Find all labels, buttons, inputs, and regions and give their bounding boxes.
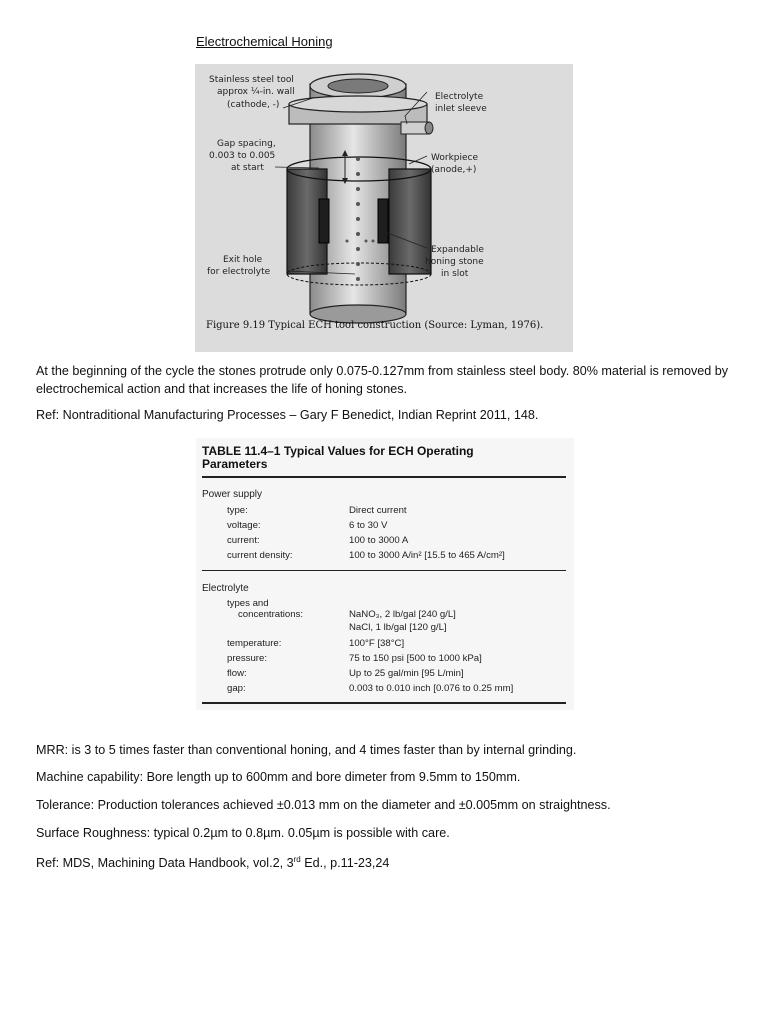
reference-2-main: Ref: MDS, Machining Data Handbook, vol.2, 3 bbox=[36, 856, 294, 871]
row-value: 6 to 30 V bbox=[349, 520, 388, 531]
row-label: current density: bbox=[227, 550, 293, 561]
table-rule-top bbox=[202, 476, 566, 478]
label-gap-2: 0.003 to 0.005 bbox=[209, 151, 276, 161]
paragraph-roughness: Surface Roughness: typical 0.2µm to 0.8µm. 0.05µm is possible with care. bbox=[36, 826, 450, 840]
label-inlet-2: inlet sleeve bbox=[435, 104, 487, 114]
row-label: voltage: bbox=[227, 520, 261, 531]
label-stone-2: honing stone bbox=[425, 257, 484, 267]
label-stone-3: in slot bbox=[441, 269, 469, 279]
label-gap-3: at start bbox=[231, 163, 264, 173]
figure-caption: Figure 9.19 Typical ECH tool construction (Source: Lyman, 1976). bbox=[206, 320, 544, 331]
row-value: 100°F [38°C] bbox=[349, 638, 405, 649]
row-value: Direct current bbox=[349, 505, 407, 516]
row-label: temperature: bbox=[227, 638, 282, 649]
label-tool-3: (cathode, -) bbox=[227, 100, 280, 110]
label-inlet-1: Electrolyte bbox=[435, 92, 484, 102]
table-title-line2: Parameters bbox=[202, 457, 268, 471]
row-value: Up to 25 gal/min [95 L/min] bbox=[349, 668, 464, 679]
ech-tool-diagram bbox=[195, 64, 573, 352]
honing-stone-right bbox=[378, 199, 388, 243]
reference-2 bbox=[36, 851, 389, 872]
row-label: types and bbox=[227, 598, 269, 609]
label-tool-1: Stainless steel tool bbox=[209, 75, 294, 85]
row-value: NaCl, 1 lb/gal [120 g/L] bbox=[349, 622, 447, 633]
label-exit-1: Exit hole bbox=[223, 255, 263, 265]
ech-parameters-table bbox=[196, 438, 574, 710]
section-power-supply: Power supply bbox=[202, 489, 263, 500]
page-title: Electrochemical Honing bbox=[196, 34, 333, 49]
table-title-line1: TABLE 11.4–1 Typical Values for ECH Operating bbox=[202, 444, 474, 458]
paragraph-stones: At the beginning of the cycle the stones protrude only 0.075-0.127mm from stainless steel body. 80% material is removed by electrochemical action and that increases the life of honing stones. bbox=[36, 364, 729, 396]
paragraph-mrr: MRR: is 3 to 5 times faster than conventional honing, and 4 times faster than by internal grinding. bbox=[36, 743, 577, 757]
label-tool-2: approx ¼-in. wall bbox=[217, 87, 295, 97]
table-rule-mid bbox=[202, 570, 566, 571]
section-electrolyte: Electrolyte bbox=[202, 583, 249, 594]
reference-2-sup: rd bbox=[293, 855, 301, 864]
label-stone-1: Expandable bbox=[431, 245, 484, 255]
paragraph-tolerance: Tolerance: Production tolerances achieved ±0.013 mm on the diameter and ±0.005mm on straightness. bbox=[36, 798, 611, 812]
paragraph-capability: Machine capability: Bore length up to 600mm and bore dimeter from 9.5mm to 150mm. bbox=[36, 770, 521, 784]
honing-stone-left bbox=[319, 199, 329, 243]
reference-2-tail: Ed., p.11-23,24 bbox=[300, 856, 390, 871]
label-work-2: (anode,+) bbox=[431, 165, 477, 175]
row-value: NaNO₃, 2 lb/gal [240 g/L] bbox=[349, 609, 456, 620]
row-value: 100 to 3000 A/in² [15.5 to 465 A/cm²] bbox=[349, 550, 505, 561]
row-value: 100 to 3000 A bbox=[349, 535, 409, 546]
label-work-1: Workpiece bbox=[431, 153, 479, 163]
reference-1: Ref: Nontraditional Manufacturing Processes – Gary F Benedict, Indian Reprint 2011, 148. bbox=[36, 408, 539, 422]
row-value: 75 to 150 psi [500 to 1000 kPa] bbox=[349, 653, 482, 664]
row-label: flow: bbox=[227, 668, 247, 679]
label-exit-2: for electrolyte bbox=[207, 267, 271, 277]
row-label: gap: bbox=[227, 683, 246, 694]
row-label: current: bbox=[227, 535, 260, 546]
row-value: 0.003 to 0.010 inch [0.076 to 0.25 mm] bbox=[349, 683, 514, 694]
ech-tool-figure bbox=[195, 64, 573, 352]
label-gap-1: Gap spacing, bbox=[217, 139, 276, 149]
row-label: concentrations: bbox=[238, 609, 304, 620]
table-rule-bottom bbox=[202, 702, 566, 704]
row-label: type: bbox=[227, 505, 248, 516]
row-label: pressure: bbox=[227, 653, 267, 664]
table-title bbox=[202, 445, 474, 471]
